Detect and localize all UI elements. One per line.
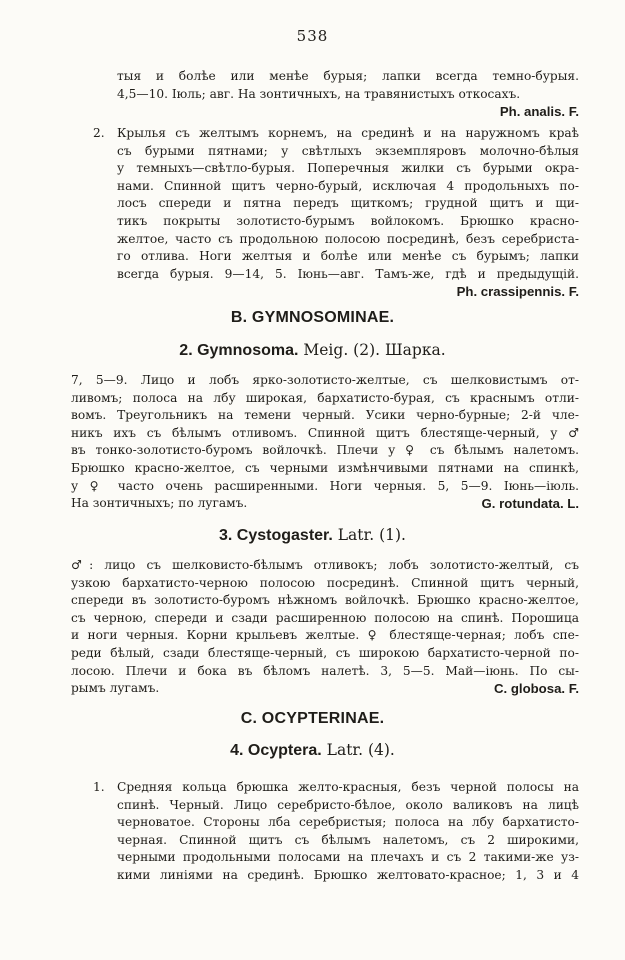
text-line: 7, 5—9. Лицо и лобъ ярко-золотисто-желтые, съ шелковистымъ от- — [71, 373, 579, 387]
genus-heading — [0, 341, 625, 360]
genus-name: 2. Gymnosoma. — [179, 342, 299, 359]
text-line: Крылья съ желтымъ корнемъ, на срединѣ и на наружномъ краѣ — [117, 126, 579, 140]
paragraph-cystogaster — [71, 557, 579, 698]
text-line: съ бурыми пятнами; у свѣтлыхъ экземпляровъ молочно-бѣлыя — [117, 143, 579, 158]
text-line: узкою бархатисто-черною полосою посрединѣ. Спинной щитъ черный, — [71, 575, 579, 590]
text-line: тикъ покрыты золотисто-бурымъ войлокомъ. Брюшко красно- — [117, 213, 579, 228]
text-line: въ тонко-золотисто-буромъ войлочкѣ. Плечи у ♀ съ бѣлымъ налетомъ. — [71, 443, 579, 458]
item-number: 1. — [93, 780, 105, 794]
page-number: 538 — [296, 27, 329, 45]
genus-author: Meig. (2). Шарка. — [303, 341, 446, 359]
genus-author: Latr. (1). — [337, 526, 406, 544]
text-line: съ черною, спереди и сзади расширенною полосою на спинѣ. Порошица — [71, 610, 579, 625]
text-line: черноватое. Стороны лба серебристыя; полоса на лбу бархатисто- — [117, 815, 579, 830]
text-line: лосъ спереди и пятна передъ щиткомъ; грудной щитъ и щи- — [117, 196, 579, 211]
text-line: Брюшко красно-желтое, съ черными измѣнчивыми пятнами на спинкѣ, — [71, 460, 579, 475]
text-line: спинѣ. Черный. Лицо серебристо-бѣлое, около валиковъ на лицѣ — [117, 797, 579, 812]
text-line: го отлива. Ноги желтыя и болѣе или менѣе съ бурымъ; лапки — [117, 249, 579, 264]
text-line: нами. Спинной щитъ черно-бурый, исключая 4 продольныхъ по- — [117, 178, 579, 193]
text-line: вомъ. Треугольникъ на темени черный. Усики черно-бурные; 2-й чле- — [71, 408, 579, 423]
text-line: ливомъ; полоса на лбу широкая, бархатисто-бурая, съ краснымъ отли- — [71, 390, 579, 405]
text-line: реди бѣлый, сзади блестяще-черный, съ широкою бархатисто-черной по- — [71, 645, 579, 660]
paragraph-gymnosoma — [71, 372, 579, 513]
item-number: 2. — [93, 126, 105, 140]
text-line: Средняя кольца брюшка желто-красныя, безъ черной полосы на — [117, 780, 579, 794]
genus-author: Latr. (4). — [326, 741, 395, 759]
text-line: кими линіями на срединѣ. Брюшко желтовато-красное; 1, 3 и 4 — [117, 867, 579, 882]
paragraph-item-1 — [93, 779, 579, 885]
genus-heading — [0, 526, 625, 545]
text-line: у темныхъ—свѣтло-бурыя. Поперечныя жилки съ бурыми окра- — [117, 161, 579, 176]
genus-heading — [0, 741, 625, 760]
paragraph-item-2 — [93, 125, 579, 301]
text-line: 4,5—10. Іюль; авг. На зонтичныхъ, на травянистыхъ откосахъ. — [117, 86, 521, 101]
species-name: Ph. analis. F. — [499, 104, 579, 120]
species-name: Ph. crassipennis. F. — [456, 284, 579, 300]
text-line: лосою. Плечи и бока въ бѣломъ налетѣ. 3, 5—5. Май—іюнь. По сы- — [71, 663, 579, 678]
text-line: и ноги черныя. Корни крыльевъ желтые. ♀ блестяще-черная; лобъ спе- — [71, 628, 579, 643]
paragraph-continuation — [117, 68, 579, 121]
text-line: никъ ихъ съ бѣлымъ отливомъ. Спинной щитъ блестяще-черный, у ♂ — [71, 425, 579, 440]
text-line: у ♀ часто очень расширенными. Ноги черныя. 5, 5—9. Іюнь—іюль. — [71, 478, 579, 493]
genus-name: 3. Cystogaster. — [219, 527, 333, 544]
text-line: тыя и болѣе или менѣе бурыя; лапки всегда темно-бурыя. — [117, 69, 579, 83]
genus-name: 4. Ocyptera. — [230, 742, 322, 759]
text-line: рымъ лугамъ. — [71, 681, 160, 696]
section-heading-c: C. OCYPTERINAE. — [240, 710, 385, 727]
text-line: черная. Спинной щитъ съ бѣлымъ налетомъ, съ 2 широкими, — [117, 832, 579, 847]
text-line: На зонтичныхъ; по лугамъ. — [71, 496, 248, 511]
text-line: черными продольными полосами на плечахъ и съ 2 такими-же уз- — [117, 850, 579, 865]
text-line: желтое, часто съ продольною полосою посрединѣ, безъ серебриста- — [117, 231, 579, 246]
text-line: всегда бурыя. 9—14, 5. Іюнь—авг. Тамъ-же, гдѣ и предыдущій. — [117, 266, 579, 281]
species-name: G. rotundata. L. — [481, 496, 579, 512]
text-line: спереди въ золотисто-буромъ нѣжномъ войлочкѣ. Брюшко красно-желтое, — [71, 593, 579, 608]
species-name: C. globosa. F. — [494, 681, 579, 697]
section-heading-b: B. GYMNOSOMINAE. — [230, 309, 395, 326]
text-line: ♂: лицо съ шелковисто-бѣлымъ отливокъ; лобъ золотисто-желтый, съ — [71, 558, 579, 572]
